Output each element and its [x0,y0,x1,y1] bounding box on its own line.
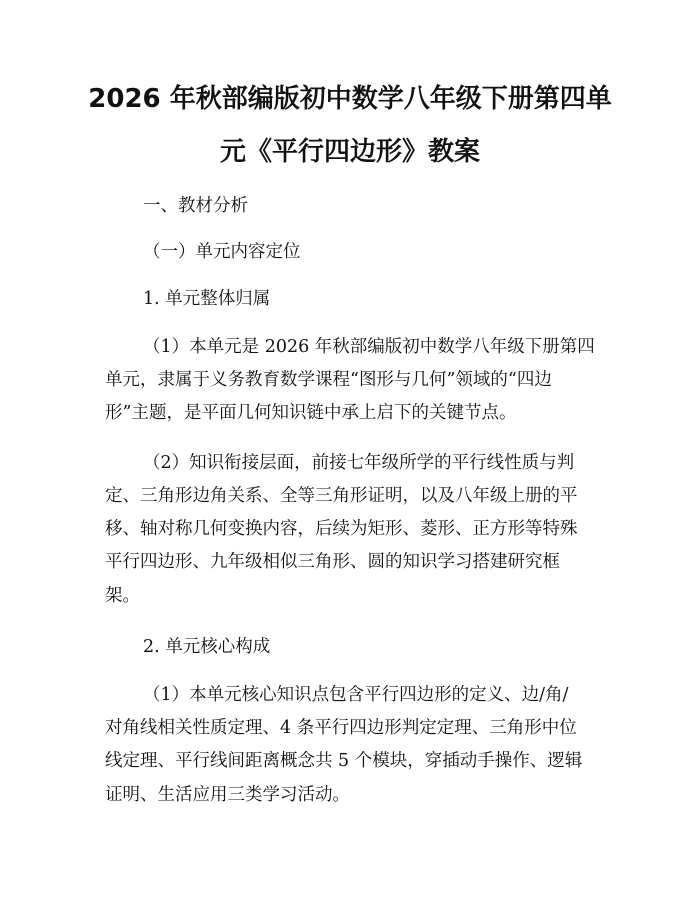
paragraph-2-line-2: 定、三角形边角关系、全等三角形证明，以及八年级上册的平 [105,486,578,506]
paragraph-3-line-4: 证明、生活应用三类学习活动。 [105,785,350,805]
paragraph-2-line-3: 移、轴对称几何变换内容，后续为矩形、菱形、正方形等特殊 [105,519,578,539]
paragraph-1-line-2: 单元，隶属于义务教育数学课程“图形与几何”领域的“四边 [105,370,552,390]
paragraph-1-line-3: 形”主题，是平面几何知识链中承上启下的关键节点。 [105,403,517,423]
paragraph-2-line-1: （2）知识衔接层面，前接七年级所学的平行线性质与判 [143,453,575,473]
subsection-heading-unit-positioning: （一）单元内容定位 [143,242,301,262]
item-heading-unit-core-composition: 2. 单元核心构成 [143,637,271,657]
paragraph-3-line-3: 线定理、平行线间距离概念共 5 个模块，穿插动手操作、逻辑 [105,751,583,771]
paragraph-3-line-1: （1）本单元核心知识点包含平行四边形的定义、边/角/ [143,685,569,705]
document-title-line-1: 2026 年秋部编版初中数学八年级下册第四单 [88,84,612,114]
paragraph-2-line-5: 架。 [105,586,140,606]
paragraph-2-line-4: 平行四边形、九年级相似三角形、圆的知识学习搭建研究框 [105,552,560,572]
paragraph-1-line-1: （1）本单元是 2026 年秋部编版初中数学八年级下册第四 [143,337,595,357]
document-title-line-2: 元《平行四边形》教案 [219,137,480,167]
section-heading-teaching-material-analysis: 一、教材分析 [143,196,248,216]
paragraph-3-line-2: 对角线相关性质定理、4 条平行四边形判定定理、三角形中位 [105,718,577,738]
item-heading-unit-affiliation: 1. 单元整体归属 [143,289,271,309]
